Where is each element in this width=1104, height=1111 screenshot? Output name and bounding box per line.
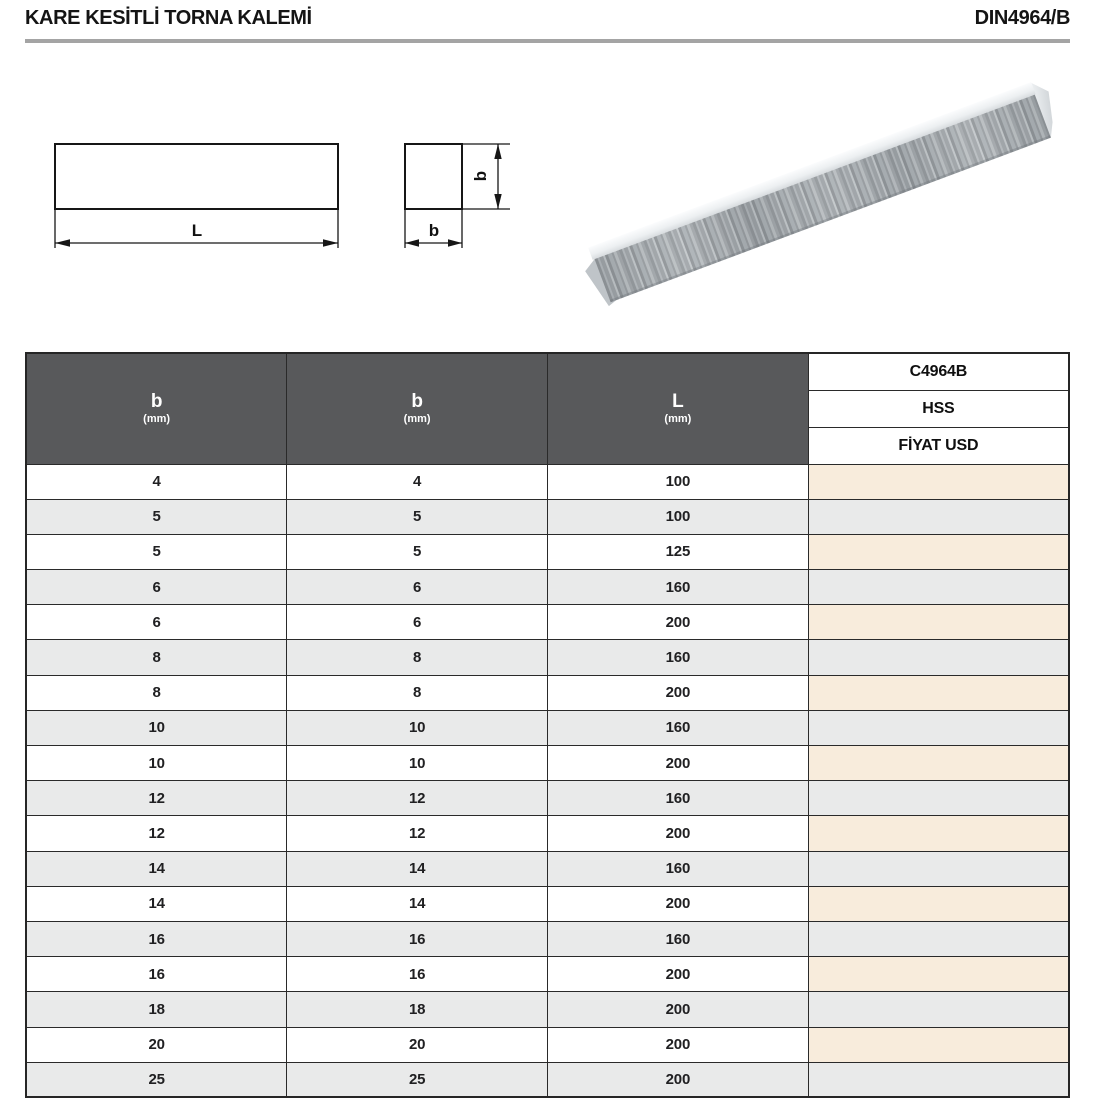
- price-cell: [808, 816, 1069, 851]
- section-width-dim-label: b: [428, 221, 440, 240]
- price-cell: [808, 640, 1069, 675]
- table-row: [26, 675, 1069, 710]
- dimension-cell: 25: [287, 1062, 548, 1097]
- page-title: KARE KESİTLİ TORNA KALEMİ: [25, 7, 312, 29]
- table-row: [26, 640, 1069, 675]
- table-row: [26, 605, 1069, 640]
- table-row: [26, 921, 1069, 956]
- dimension-cell: 14: [287, 851, 548, 886]
- price-cell: [808, 570, 1069, 605]
- dimension-cell: 12: [26, 816, 287, 851]
- price-cell: [808, 499, 1069, 534]
- dimension-cell: 14: [26, 886, 287, 921]
- dimension-cell: 160: [548, 921, 809, 956]
- dimension-cell: 5: [287, 534, 548, 569]
- table-row: [26, 816, 1069, 851]
- dimension-cell: 200: [548, 746, 809, 781]
- price-cell: [808, 957, 1069, 992]
- table-row: [26, 464, 1069, 499]
- dimension-cell: 12: [26, 781, 287, 816]
- dimension-cell: 100: [548, 464, 809, 499]
- dimension-cell: 200: [548, 957, 809, 992]
- header-l: [548, 353, 809, 464]
- side-view-drawing: [55, 144, 338, 248]
- title-divider-rule: [25, 39, 1070, 43]
- dimension-cell: 16: [26, 921, 287, 956]
- table-row: [26, 886, 1069, 921]
- table-row: [26, 534, 1069, 569]
- table-row: [26, 992, 1069, 1027]
- dimension-cell: 6: [287, 605, 548, 640]
- dimension-cell: 8: [26, 675, 287, 710]
- dimension-cell: 14: [287, 886, 548, 921]
- dimension-cell: 6: [26, 570, 287, 605]
- dimension-cell: 4: [26, 464, 287, 499]
- dimension-cell: 16: [287, 921, 548, 956]
- price-cell: [808, 605, 1069, 640]
- price-header: FİYAT USD: [808, 427, 1069, 464]
- standard-code: DIN4964/B: [974, 7, 1070, 29]
- dimension-cell: 200: [548, 1027, 809, 1062]
- table-row: [26, 499, 1069, 534]
- dimension-cell: 18: [26, 992, 287, 1027]
- dimension-cell: 100: [548, 499, 809, 534]
- dimension-cell: 16: [26, 957, 287, 992]
- price-cell: [808, 992, 1069, 1027]
- dimension-cell: 200: [548, 816, 809, 851]
- dimension-cell: 25: [26, 1062, 287, 1097]
- table-row: [26, 781, 1069, 816]
- dimension-cell: 5: [26, 534, 287, 569]
- dimension-cell: 10: [26, 710, 287, 745]
- price-cell: [808, 675, 1069, 710]
- dimension-cell: 200: [548, 886, 809, 921]
- dimension-cell: 10: [287, 746, 548, 781]
- dimension-cell: 18: [287, 992, 548, 1027]
- dimension-cell: 8: [287, 675, 548, 710]
- table-row: [26, 851, 1069, 886]
- dimension-cell: 160: [548, 570, 809, 605]
- dimension-cell: 5: [26, 499, 287, 534]
- header-b2-unit: (mm): [403, 413, 431, 426]
- dimension-cell: 20: [26, 1027, 287, 1062]
- dimension-cell: 12: [287, 781, 548, 816]
- header-b1-unit: (mm): [143, 413, 171, 426]
- dimension-cell: 200: [548, 992, 809, 1027]
- dimension-cell: 10: [287, 710, 548, 745]
- price-cell: [808, 851, 1069, 886]
- table-row: [26, 746, 1069, 781]
- dimension-cell: 200: [548, 675, 809, 710]
- price-cell: [808, 781, 1069, 816]
- dimension-cell: 5: [287, 499, 548, 534]
- price-cell: [808, 921, 1069, 956]
- dimension-cell: 200: [548, 1062, 809, 1097]
- header-b2-label: b: [411, 391, 423, 413]
- dimension-cell: 10: [26, 746, 287, 781]
- header-b1-label: b: [150, 391, 163, 413]
- dimension-cell: 125: [548, 534, 809, 569]
- header-b1: [26, 353, 287, 464]
- header-l-unit: (mm): [664, 413, 692, 426]
- dimension-cell: 6: [26, 605, 287, 640]
- length-dim-label: L: [191, 221, 203, 240]
- price-cell: [808, 886, 1069, 921]
- price-cell: [808, 1027, 1069, 1062]
- table-row: [26, 1062, 1069, 1097]
- dimension-cell: 4: [287, 464, 548, 499]
- dimension-cell: 8: [287, 640, 548, 675]
- section-height-dim-label: b: [471, 170, 490, 182]
- table-row: [26, 570, 1069, 605]
- dimension-cell: 20: [287, 1027, 548, 1062]
- product-code: C4964B: [808, 353, 1069, 390]
- material-label: HSS: [808, 390, 1069, 427]
- price-cell: [808, 1062, 1069, 1097]
- technical-drawing: [40, 130, 540, 270]
- price-cell: [808, 464, 1069, 499]
- product-photo: [555, 45, 1104, 335]
- table-row: [26, 957, 1069, 992]
- price-cell: [808, 534, 1069, 569]
- dimension-cell: 6: [287, 570, 548, 605]
- dimension-cell: 160: [548, 640, 809, 675]
- dimension-cell: 14: [26, 851, 287, 886]
- dimension-cell: 12: [287, 816, 548, 851]
- spec-table: [25, 352, 1070, 1098]
- cross-section-drawing: [405, 144, 510, 248]
- header-b2: [287, 353, 548, 464]
- dimension-cell: 160: [548, 851, 809, 886]
- table-row: [26, 710, 1069, 745]
- table-row: [26, 1027, 1069, 1062]
- dimension-cell: 16: [287, 957, 548, 992]
- dimension-cell: 160: [548, 781, 809, 816]
- dimension-cell: 160: [548, 710, 809, 745]
- table-body: [26, 464, 1069, 1097]
- price-cell: [808, 746, 1069, 781]
- price-cell: [808, 710, 1069, 745]
- dimension-cell: 200: [548, 605, 809, 640]
- header-l-label: L: [672, 391, 684, 413]
- dimension-cell: 8: [26, 640, 287, 675]
